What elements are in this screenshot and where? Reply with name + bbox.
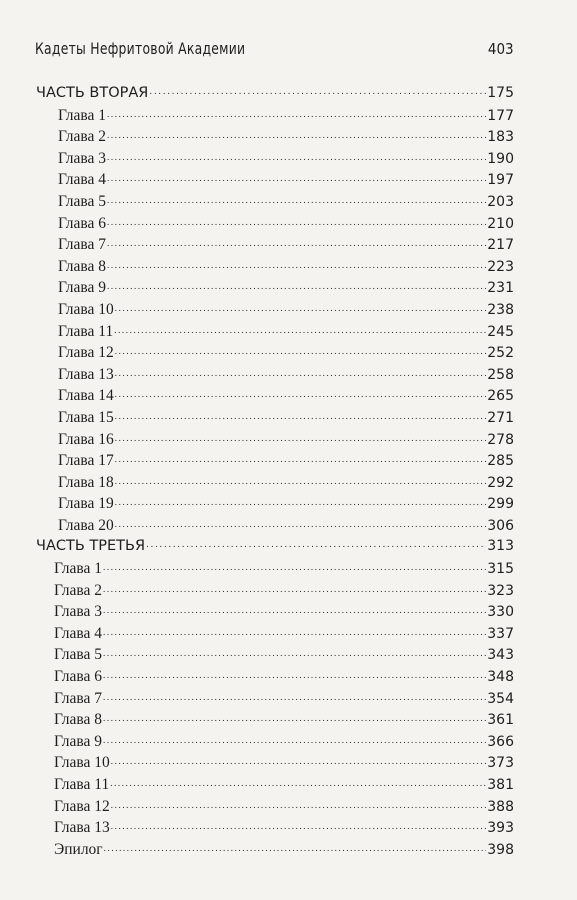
toc-entry-page-number: 265 — [487, 388, 514, 405]
toc-entry-label: Глава 14 — [58, 387, 114, 405]
toc-entry-page-number: 398 — [487, 841, 514, 858]
toc-entry-label: Глава 9 — [54, 732, 103, 750]
toc-entry-page-number: 373 — [487, 755, 514, 772]
toc-entry-label: Глава 11 — [58, 322, 114, 340]
dot-leader — [115, 339, 486, 363]
toc-entry-label: Эпилог — [54, 840, 103, 858]
toc-entry-page-number: 330 — [487, 604, 514, 621]
dot-leader — [111, 793, 486, 817]
dot-leader — [107, 145, 486, 169]
toc-entry-page-number: 177 — [487, 107, 514, 124]
dot-leader — [107, 188, 486, 212]
toc-entry-page-number: 315 — [487, 561, 514, 578]
toc-entry-page-number: 252 — [487, 345, 514, 362]
toc-entry-label: Глава 6 — [58, 214, 107, 232]
toc-entry-label: Глава 7 — [54, 689, 103, 707]
toc-entry-label: Глава 3 — [58, 149, 107, 167]
toc-entry-page-number: 238 — [487, 301, 514, 318]
dot-leader — [115, 361, 486, 385]
toc-entry-label: Глава 12 — [54, 797, 110, 815]
dot-leader — [115, 512, 486, 536]
dot-leader — [149, 80, 486, 104]
toc-entry-label: Глава 18 — [58, 473, 114, 491]
toc-entry-label: Глава 17 — [58, 452, 114, 470]
dot-leader — [115, 404, 486, 428]
toc-entry-label: Глава 19 — [58, 495, 114, 513]
toc-entry-label: Глава 5 — [54, 646, 103, 664]
toc-entry-page-number: 197 — [487, 172, 514, 189]
running-head — [35, 39, 514, 58]
toc-entry-page-number: 278 — [487, 431, 514, 448]
toc-entry-page-number: 271 — [487, 409, 514, 426]
toc-entry-page-number: 366 — [487, 733, 514, 750]
toc-entry-page-number: 299 — [487, 496, 514, 513]
dot-leader — [107, 166, 486, 190]
toc-entry-page-number: 361 — [487, 712, 514, 729]
dot-leader — [107, 274, 486, 298]
toc-entry-page-number: 354 — [487, 690, 514, 707]
toc-entry-label: Глава 8 — [54, 711, 103, 729]
toc-entry-page-number: 292 — [487, 474, 514, 491]
page-number: 403 — [488, 40, 514, 58]
toc-entry-label: Глава 16 — [58, 430, 114, 448]
toc-entry-page-number: 381 — [487, 777, 514, 793]
dot-leader — [103, 620, 486, 644]
toc-entry-label: Глава 6 — [54, 668, 103, 686]
dot-leader — [115, 469, 486, 493]
dot-leader — [103, 663, 486, 687]
dot-leader — [107, 123, 486, 147]
dot-leader — [103, 706, 486, 730]
book-title: Кадеты Нефритовой Академии — [35, 39, 246, 58]
toc-entry-page-number: 190 — [487, 150, 514, 167]
toc-entry-page-number: 313 — [487, 538, 514, 555]
table-of-contents — [36, 83, 514, 860]
dot-leader — [103, 685, 486, 709]
toc-entry-page-number: 258 — [487, 366, 514, 383]
dot-leader — [115, 426, 486, 450]
dot-leader — [115, 490, 486, 514]
toc-entry-label: ЧАСТЬ ТРЕТЬЯ — [36, 538, 146, 555]
toc-chapter-entry — [36, 839, 514, 861]
dot-leader — [111, 814, 486, 838]
toc-entry-page-number: 223 — [487, 258, 514, 275]
toc-entry-page-number: 343 — [487, 647, 514, 664]
dot-leader — [146, 533, 486, 557]
toc-entry-label: Глава 9 — [58, 279, 107, 297]
dot-leader — [107, 210, 486, 234]
dot-leader — [107, 253, 486, 277]
toc-entry-page-number: 175 — [487, 85, 514, 101]
toc-entry-page-number: 306 — [487, 517, 514, 534]
toc-entry-label: Глава 1 — [54, 560, 103, 578]
dot-leader — [103, 641, 486, 665]
toc-entry-label: Глава 15 — [58, 408, 114, 426]
dot-leader — [103, 555, 486, 579]
toc-entry-page-number: 337 — [487, 625, 514, 642]
toc-entry-page-number: 388 — [487, 798, 514, 815]
toc-entry-label: Глава 11 — [54, 776, 110, 793]
toc-entry-page-number: 231 — [487, 280, 514, 297]
toc-entry-page-number: 217 — [487, 237, 514, 254]
toc-entry-page-number: 393 — [487, 820, 514, 837]
dot-leader — [115, 382, 486, 406]
toc-entry-label: Глава 7 — [58, 236, 107, 254]
toc-entry-page-number: 203 — [487, 193, 514, 210]
toc-entry-label: Глава 4 — [54, 624, 103, 642]
toc-entry-page-number: 183 — [487, 129, 514, 146]
toc-entry-label: Глава 4 — [58, 171, 107, 189]
toc-entry-label: Глава 3 — [54, 603, 103, 621]
dot-leader — [115, 296, 486, 320]
toc-entry-label: ЧАСТЬ ВТОРАЯ — [36, 85, 149, 101]
dot-leader — [104, 836, 487, 860]
dot-leader — [103, 728, 486, 752]
dot-leader — [103, 577, 486, 601]
toc-entry-label: Глава 12 — [58, 344, 114, 362]
toc-entry-label: Глава 5 — [58, 192, 107, 210]
dot-leader — [107, 102, 486, 126]
toc-entry-label: Глава 2 — [54, 581, 103, 599]
toc-entry-label: Глава 2 — [58, 128, 107, 146]
toc-entry-label: Глава 10 — [54, 754, 110, 772]
toc-entry-page-number: 285 — [487, 453, 514, 470]
toc-entry-label: Глава 20 — [58, 516, 114, 534]
dot-leader — [103, 598, 486, 622]
toc-entry-label: Глава 13 — [58, 365, 114, 383]
toc-entry-label: Глава 10 — [58, 300, 114, 318]
toc-entry-page-number: 245 — [487, 323, 514, 340]
dot-leader — [115, 447, 486, 471]
toc-entry-page-number: 323 — [487, 582, 514, 599]
dot-leader — [110, 771, 486, 795]
dot-leader — [111, 749, 486, 773]
toc-entry-label: Глава 8 — [58, 257, 107, 275]
dot-leader — [107, 231, 486, 255]
toc-entry-label: Глава 13 — [54, 819, 110, 837]
toc-entry-page-number: 210 — [487, 215, 514, 232]
dot-leader — [114, 318, 486, 342]
toc-entry-page-number: 348 — [487, 669, 514, 686]
toc-entry-label: Глава 1 — [58, 106, 107, 124]
